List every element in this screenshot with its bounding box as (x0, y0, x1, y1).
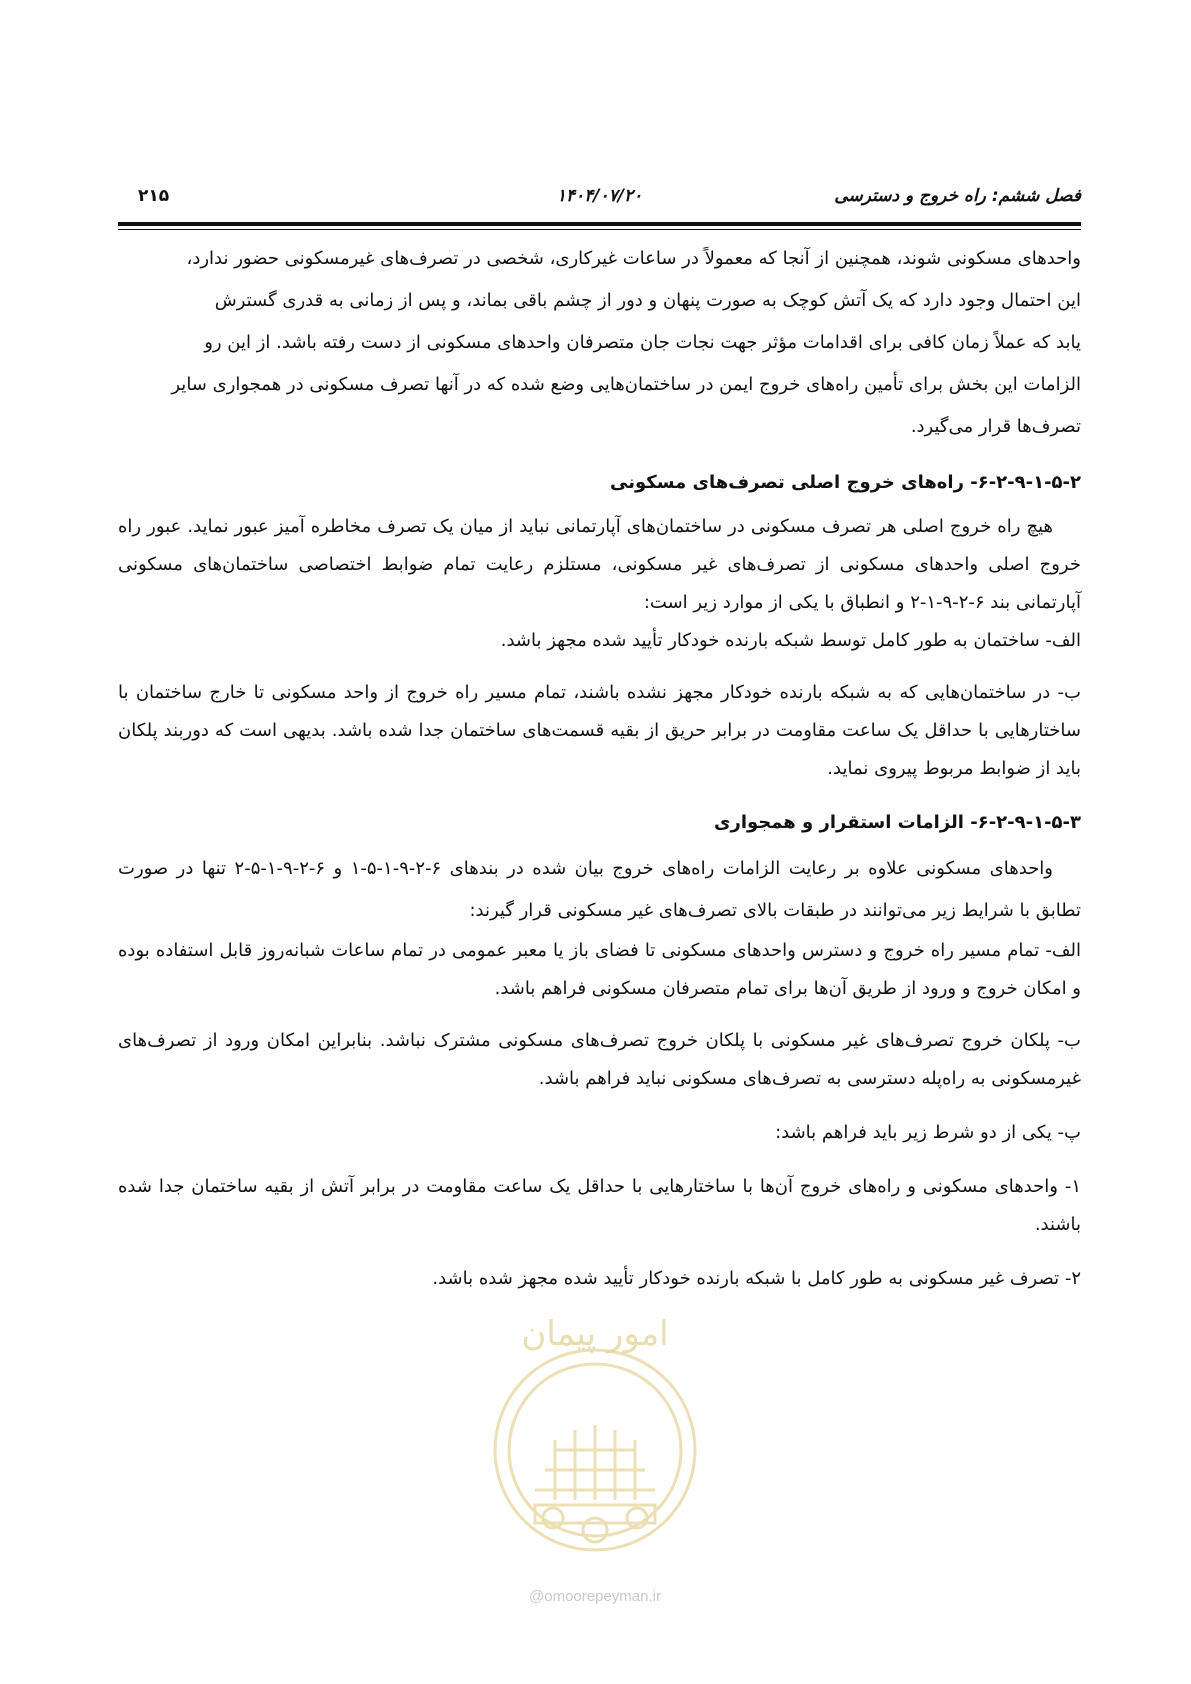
watermark-logo-text: امور پیمان (521, 1314, 669, 1354)
watermark-logo (475, 1300, 715, 1590)
chapter-title: فصل ششم: راه خروج و دسترسی (834, 186, 1081, 206)
list-item: ۱- واحدهای مسکونی و راه‌های خروج آن‌ها با ساختارهایی با حداقل یک ساعت مقاومت در برابر آتش از بقیه ساختمان جدا شده باشند. (118, 1176, 1081, 1235)
watermark-url: @omoorepeyman.ir (529, 1588, 661, 1605)
paragraph: هیچ راه خروج اصلی هر تصرف مسکونی در ساختمان‌های آپارتمانی نباید از میان یک تصرف مخاطره آمیز عبور نماید. عبور راه خروج اصلی واحدهای مسکونی از تصرف‌های غیر مسکونی، مستلزم رعایت تمام ضوابط اختصاصی ساختمان‌های مسکونی آپارتمانی بند ۶-۲-۹-۱-۲ و انطباق با یکی از موارد زیر است: (118, 516, 1081, 613)
paragraph: واحدهای مسکونی علاوه بر رعایت الزامات راه‌های خروج بیان شده در بندهای ۶-۲-۹-۱-۵-۱ و ۶-۲-۹-۱-۵-۲ تنها در صورت تطابق با شرایط زیر می‌توانند در طبقات بالای تصرف‌های غیر مسکونی قرار گیرند: (118, 858, 1081, 921)
paragraph-line: واحدهای مسکونی شوند، همچنین از آنجا که معمولاً در ساعات غیرکاری، شخصی در تصرف‌های غیرمسکونی حضور ندارد، (186, 248, 1081, 269)
paragraph-line: یابد که عملاً زمان کافی برای اقدامات مؤثر جهت نجات جان متصرفان واحدهای مسکونی از دست رفته باشد. از این رو (204, 332, 1081, 353)
list-item: ب- در ساختمان‌هایی که به شبکه بارنده خودکار مجهز نشده باشند، تمام مسیر راه خروج از واحد مسکونی تا خارج ساختمان با ساختارهایی با حداقل یک ساعت مقاومت در برابر حریق از بقیه قسمت‌های ساختمان جدا شده باشد. بدیهی است که دوربند پلکان باید از ضوابط مربوط پیروی نماید. (118, 682, 1081, 779)
paragraph-line: این احتمال وجود دارد که یک آتش کوچک به صورت پنهان و دور از چشم باقی بماند، و پس از زمانی به قدری گسترش (214, 290, 1081, 311)
watermark (475, 1300, 715, 1630)
header-rule-thick (118, 222, 1081, 226)
page-header (118, 186, 1081, 216)
list-item: ۲- تصرف غیر مسکونی به طور کامل با شبکه بارنده خودکار تأیید شده مجهز شده باشد. (432, 1268, 1081, 1289)
section-heading: ۶-۲-۹-۱-۵-۲- راه‌های خروج اصلی تصرف‌های مسکونی (610, 472, 1081, 493)
paragraph-line: الزامات این بخش برای تأمین راه‌های خروج ایمن در ساختمان‌هایی وضع شده که در آنها تصرف مسکونی در همجواری سایر (171, 374, 1081, 395)
body-text (118, 238, 1081, 1300)
list-item: الف- تمام مسیر راه خروج و دسترس واحدهای مسکونی تا فضای باز یا معبر عمومی در تمام ساعات شبانه‌روز قابل استفاده بوده و امکان خروج و ورود از طریق آن‌ها برای تمام متصرفان مسکونی فراهم باشد. (118, 940, 1081, 999)
list-item: ب- پلکان خروج تصرف‌های غیر مسکونی با پلکان خروج تصرف‌های مسکونی مشترک نباشد. بنابراین امکان ورود از تصرف‌های غیرمسکونی به راه‌پله دسترسی به تصرف‌های مسکونی نباید فراهم باشد. (118, 1030, 1081, 1089)
paragraph-line: تصرف‌ها قرار می‌گیرد. (910, 416, 1081, 437)
header-rule-thin (118, 229, 1081, 230)
page-number: ۲۱۵ (138, 186, 170, 206)
header-date: ۱۴۰۴/۰۷/۲۰ (556, 186, 643, 206)
list-item: پ- یکی از دو شرط زیر باید فراهم باشد: (775, 1122, 1081, 1143)
section-heading: ۶-۲-۹-۱-۵-۳- الزامات استقرار و همجواری (713, 812, 1081, 833)
list-item: الف- ساختمان به طور کامل توسط شبکه بارنده خودکار تأیید شده مجهز باشد. (500, 630, 1081, 651)
